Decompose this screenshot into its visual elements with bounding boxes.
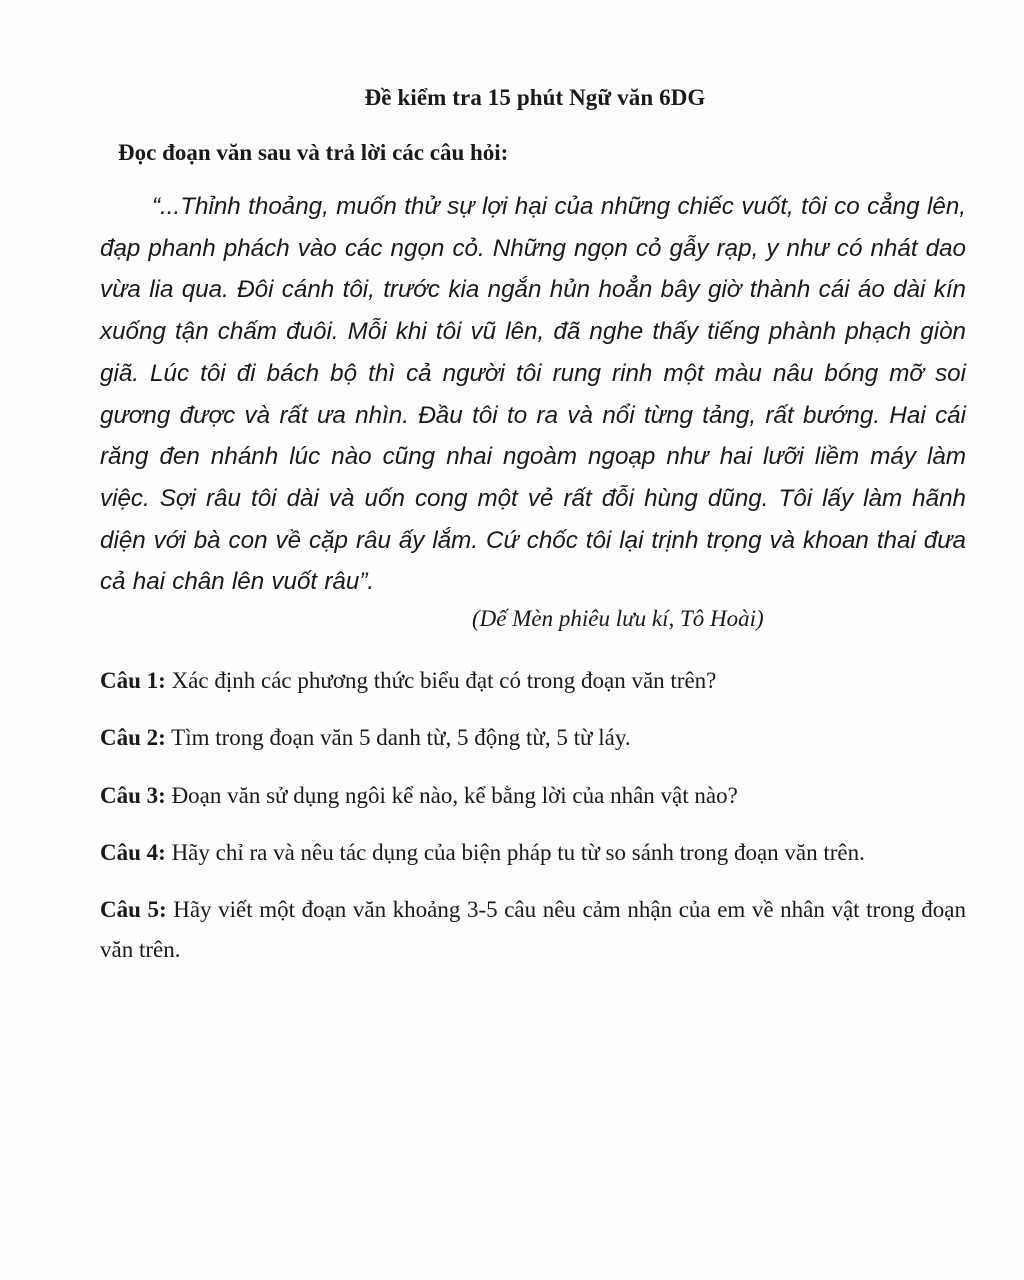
question-4-label: Câu 4: (100, 840, 166, 865)
reading-passage: “...Thỉnh thoảng, muốn thử sự lợi hại của những chiếc vuốt, tôi co cẳng lên, đạp phanh phách vào các ngọn cỏ. Những ngọn cỏ gẫy rạp, y như có nhát dao vừa lia qua. Đôi cánh tôi, trước kia ngắn hủn hoẳn bây giờ thành cái áo dài kín xuống tận chấm đuôi. Mỗi khi tôi vũ lên, đã nghe thấy tiếng phành phạch giòn giã. Lúc tôi đi bách bộ thì cả người tôi rung rinh một màu nâu bóng mỡ soi gương được và rất ưa nhìn. Đầu tôi to ra và nổi từng tảng, rất bướng. Hai cái răng đen nhánh lúc nào cũng nhai ngoàm ngoạp như hai lưỡi liềm máy làm việc. Sợi râu tôi dài và uốn cong một vẻ rất đỗi hùng dũng. Tôi lấy làm hãnh diện với bà con về cặp râu ấy lắm. Cứ chốc tôi lại trịnh trọng và khoan thai đưa cả hai chân lên vuốt râu”. (100, 193, 966, 596)
question-1 (100, 661, 966, 701)
question-1-label: Câu 1: (100, 668, 166, 693)
question-5-text: Hãy viết một đoạn văn khoảng 3-5 câu nêu cảm nhận của em về nhân vật trong đoạn văn trên. (100, 897, 966, 962)
reading-instruction: Đọc đoạn văn sau và trả lời các câu hỏi: (118, 140, 509, 165)
passage-source: (Dế Mèn phiêu lưu kí, Tô Hoài) (472, 606, 764, 631)
question-5 (100, 890, 966, 970)
question-2-text: Tìm trong đoạn văn 5 danh từ, 5 động từ, 5 từ láy. (165, 725, 631, 750)
question-3 (100, 776, 966, 816)
exam-title: Đề kiểm tra 15 phút Ngữ văn 6DG (364, 85, 706, 110)
question-4-text: Hãy chỉ ra và nêu tác dụng của biện pháp tu từ so sánh trong đoạn văn trên. (165, 840, 865, 865)
question-2-label: Câu 2: (100, 725, 166, 750)
question-5-label: Câu 5: (100, 897, 167, 922)
question-3-label: Câu 3: (100, 783, 166, 808)
question-2 (100, 718, 966, 758)
question-1-text: Xác định các phương thức biểu đạt có trong đoạn văn trên? (165, 668, 717, 693)
question-3-text: Đoạn văn sử dụng ngôi kể nào, kể bằng lời của nhân vật nào? (165, 783, 738, 808)
question-4 (100, 833, 966, 873)
